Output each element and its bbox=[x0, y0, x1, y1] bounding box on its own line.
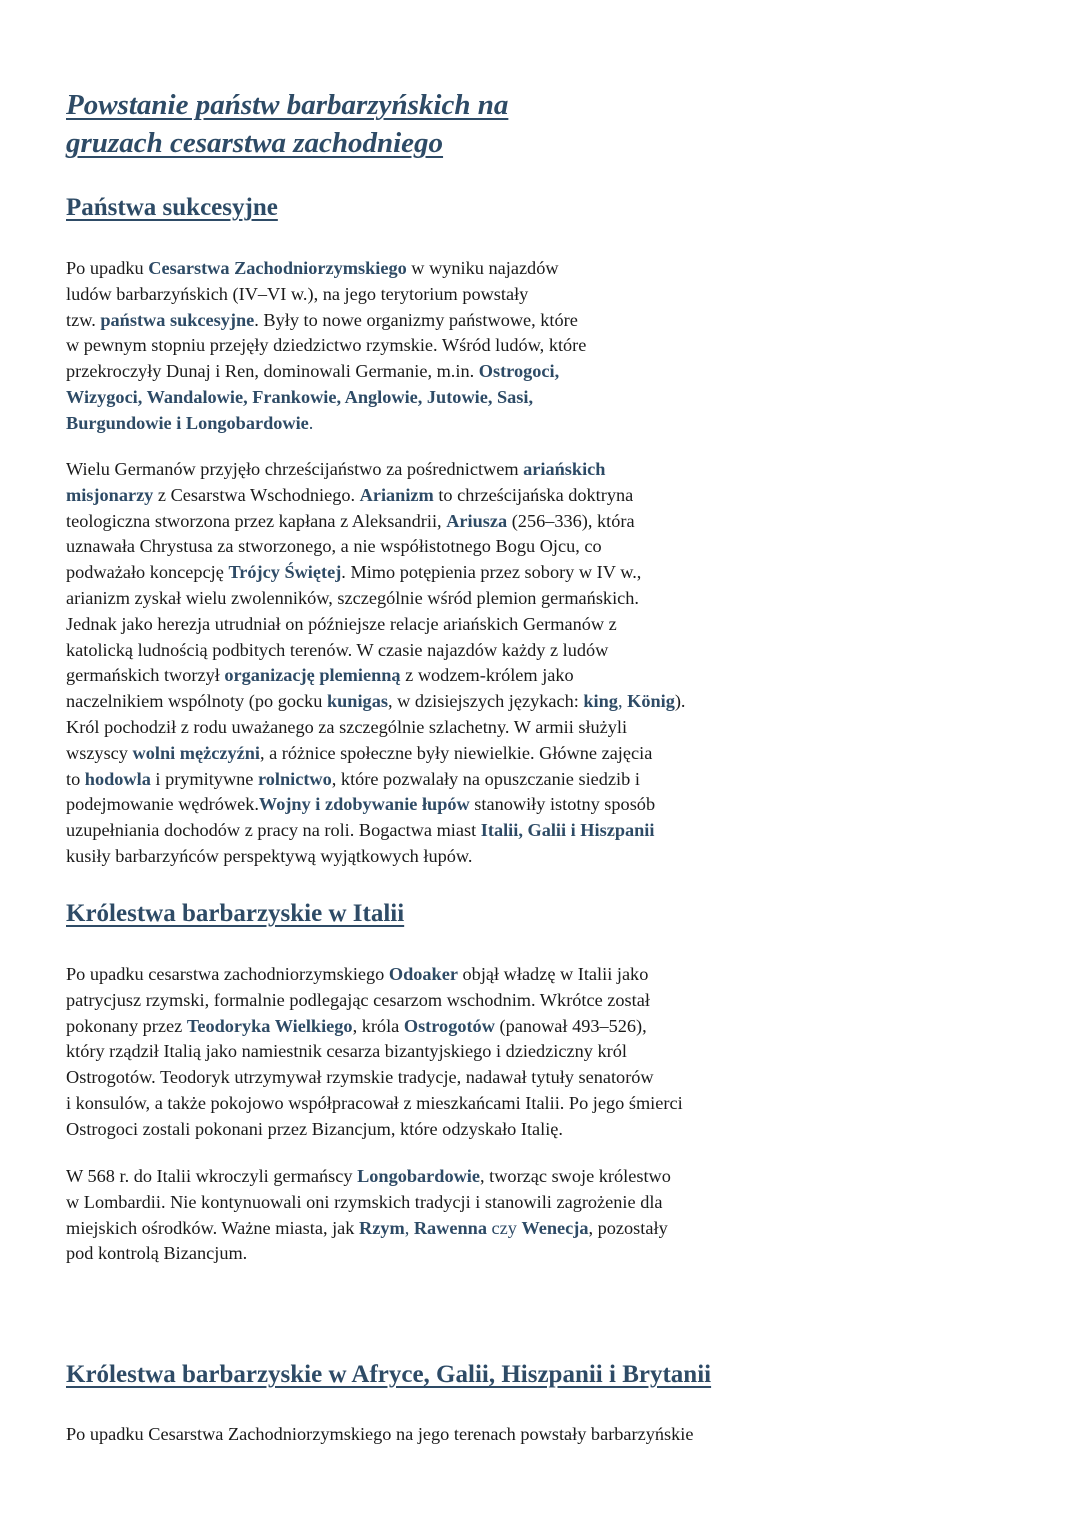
term-highlight: Wojny i zdobywanie łupów bbox=[258, 794, 470, 815]
paragraph-successors-2 bbox=[66, 457, 686, 870]
text-line: misjonarzy z Cesarstwa Wschodniego. Arianizm to chrześcijańska doktryna bbox=[66, 484, 634, 505]
text-line: podejmowanie wędrówek.Wojny i zdobywanie łupów stanowiły istotny sposób bbox=[66, 794, 656, 815]
term-highlight: Wenecja bbox=[521, 1217, 589, 1238]
paragraph-italy-2 bbox=[66, 1164, 671, 1267]
text-line: tzw. państwa sukcesyjne. Były to nowe organizmy państwowe, które bbox=[66, 309, 578, 330]
term-highlight: Italii, Galii i Hiszpanii bbox=[480, 820, 655, 841]
text-line: Po upadku cesarstwa zachodniorzymskiego Odoaker objął władzę w Italii jako bbox=[66, 964, 649, 984]
text-line: pokonany przez Teodoryka Wielkiego, króla Ostrogotów (panował 493–526), bbox=[66, 1015, 647, 1036]
text-line: Po upadku Cesarstwa Zachodniorzymskiego na jego terenach powstały barbarzyńskie bbox=[66, 1424, 694, 1444]
text-line: teologiczna stworzona przez kapłana z Aleksandrii, Ariusza (256–336), która bbox=[66, 510, 635, 531]
term-highlight: Longobardowie bbox=[357, 1166, 480, 1186]
term-highlight: ariańskich bbox=[523, 459, 606, 479]
text-line: Po upadku Cesarstwa Zachodniorzymskiego w wyniku najazdów bbox=[66, 258, 559, 278]
text-line: przekroczyły Dunaj i Ren, dominowali Germanie, m.in. Ostrogoci, bbox=[66, 361, 560, 382]
text-line: i konsulów, a także pokojowo współpracował z mieszkańcami Italii. Po jego śmierci bbox=[66, 1092, 683, 1113]
term-highlight: Rawenna bbox=[413, 1217, 487, 1238]
text-line: W 568 r. do Italii wkroczyli germańscy Longobardowie, tworząc swoje królestwo bbox=[66, 1166, 671, 1186]
term-highlight: państwa sukcesyjne bbox=[100, 309, 255, 330]
term-highlight: rolnictwo bbox=[257, 768, 332, 789]
text-line: kusiły barbarzyńców perspektywą wyjątkowych łupów. bbox=[66, 845, 473, 866]
text-line: w Lombardii. Nie kontynuowali oni rzymskich tradycji i stanowili zagrożenie dla bbox=[66, 1191, 663, 1212]
text-line: podważało koncepcję Trójcy Świętej. Mimo potępienia przez sobory w IV w., bbox=[66, 562, 642, 583]
term-highlight: king bbox=[583, 691, 618, 712]
term-highlight: Rzym bbox=[359, 1217, 405, 1238]
term-highlight: Odoaker bbox=[388, 964, 458, 984]
page-title bbox=[66, 86, 508, 162]
term-highlight: Burgundowie i Longobardowie bbox=[66, 412, 309, 433]
section-heading-successors: Państwa sukcesyjne bbox=[66, 194, 278, 221]
section-heading-italy: Królestwa barbarzyskie w Italii bbox=[66, 900, 405, 927]
term-highlight: Teodoryka Wielkiego bbox=[186, 1015, 353, 1036]
text-line: Król pochodził z rodu uważanego za szczególnie szlachetny. W armii służyli bbox=[66, 716, 628, 737]
paragraph-africa-1 bbox=[66, 1422, 693, 1448]
text-line: Ostrogoci zostali pokonani przez Bizancjum, które odzyskało Italię. bbox=[66, 1118, 563, 1139]
text-line: arianizm zyskał wielu zwolenników, szczególnie wśród plemion germańskich. bbox=[66, 587, 639, 608]
paragraph-successors-1 bbox=[66, 256, 586, 437]
text-line: germańskich tworzył organizację plemienną z wodzem-królem jako bbox=[66, 665, 574, 686]
term-highlight: Cesarstwa Zachodniorzymskiego bbox=[148, 258, 407, 278]
text-line: Jednak jako herezja utrudniał on późniejsze relacje ariańskich Germanów z bbox=[66, 613, 617, 634]
text-line: w pewnym stopniu przejęły dziedzictwo rzymskie. Wśród ludów, które bbox=[66, 335, 587, 356]
text-line bbox=[66, 385, 586, 411]
text-line: patrycjusz rzymski, formalnie podlegając cesarzom wschodnim. Wkrótce został bbox=[66, 989, 650, 1010]
text-line: który rządził Italią jako namiestnik cesarza bizantyjskiego i dziedziczny król bbox=[66, 1041, 627, 1062]
paragraph-italy-1 bbox=[66, 962, 683, 1143]
text-line: katolicką ludnością podbitych terenów. W czasie najazdów każdy z ludów bbox=[66, 639, 609, 660]
text-line: Wielu Germanów przyjęło chrześcijaństwo za pośrednictwem ariańskich bbox=[66, 459, 606, 479]
term-highlight: hodowla bbox=[84, 768, 151, 789]
text-line: ludów barbarzyńskich (IV–VI w.), na jego terytorium powstały bbox=[66, 283, 529, 304]
term-highlight: Trójcy Świętej bbox=[228, 562, 342, 583]
term-highlight: Ariusza bbox=[446, 510, 508, 531]
text-line: miejskich ośrodków. Ważne miasta, jak Rzym, Rawenna czy Wenecja, pozostały bbox=[66, 1217, 668, 1238]
text-line: uzupełniania dochodów z pracy na roli. Bogactwa miast Italii, Galii i Hiszpanii bbox=[66, 820, 655, 841]
text-line: to hodowla i prymitywne rolnictwo, które pozwalały na opuszczanie siedzib i bbox=[66, 768, 640, 789]
term-highlight: Arianizm bbox=[359, 484, 434, 505]
term-highlight: Ostrogoci, bbox=[478, 361, 560, 382]
term-highlight: misjonarzy bbox=[66, 484, 154, 505]
term-highlight: Wizygoci, Wandalowie, Frankowie, Anglowie, Jutowie, Sasi, bbox=[66, 386, 534, 407]
section-heading-africa: Królestwa barbarzyskie w Afryce, Galii, Hiszpanii i Brytanii bbox=[66, 1361, 712, 1388]
text-line: naczelnikiem wspólnoty (po gocku kunigas, w dzisiejszych językach: king, König). bbox=[66, 691, 686, 712]
text-line: Ostrogotów. Teodoryk utrzymywał rzymskie tradycje, nadawał tytuły senatorów bbox=[66, 1067, 654, 1088]
text-line: wszyscy wolni mężczyźni, a różnice społeczne były niewielkie. Główne zajęcia bbox=[66, 742, 653, 763]
term-highlight: König bbox=[627, 691, 675, 712]
page-title-line-1: Powstanie państw barbarzyńskich na bbox=[66, 89, 509, 121]
term-highlight: organizację plemienną bbox=[224, 665, 401, 686]
term-highlight: Ostrogotów bbox=[403, 1015, 495, 1036]
text-line: pod kontrolą Bizancjum. bbox=[66, 1243, 248, 1264]
term-highlight: wolni mężczyźni bbox=[132, 742, 260, 763]
page-title-line-2: gruzach cesarstwa zachodniego bbox=[66, 127, 444, 159]
term-highlight: kunigas bbox=[326, 691, 388, 712]
text-line: uznawała Chrystusa za stworzonego, a nie współistotnego Bogu Ojcu, co bbox=[66, 536, 602, 557]
text-line: Burgundowie i Longobardowie. bbox=[66, 412, 314, 433]
